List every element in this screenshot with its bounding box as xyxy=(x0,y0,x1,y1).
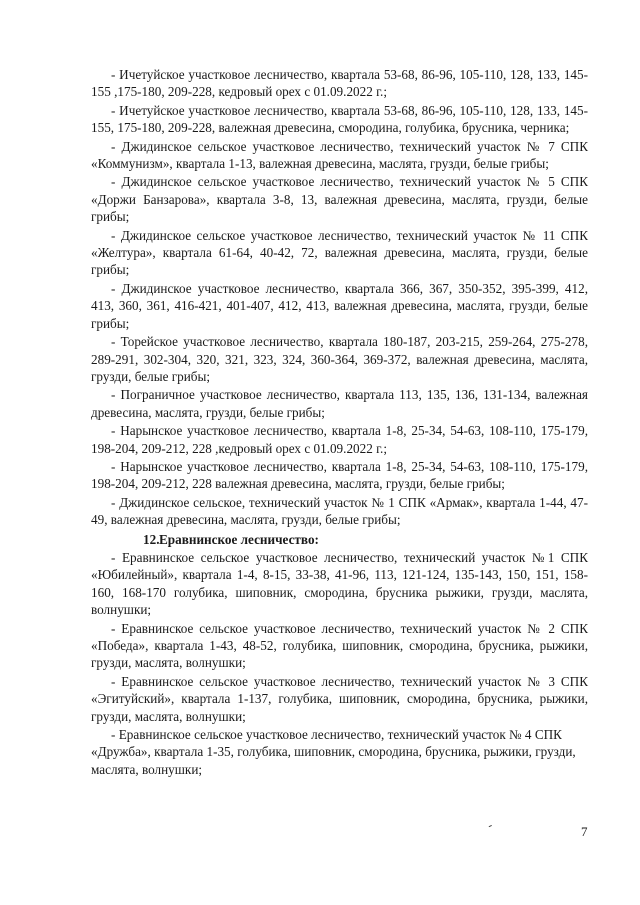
page-mark: - xyxy=(485,817,495,833)
paragraph: - Еравнинское сельское участковое лесничество, технический участок №1 СПК «Юбилейный», квартала 1-4, 8-15, 33-38, 41-96, 113, 121-124, 135-143, 150, 151, 158-160, 168-170 голубика, шиповник, смородина, брусника рыжики, грузди, маслята, волнушки; xyxy=(91,549,588,618)
paragraph: - Ичетуйское участковое лесничество, квартала 53-68, 86-96, 105-110, 128, 133, 145-155 ,175-180, 209-228, кедровый орех с 01.09.2022 г.; xyxy=(91,67,588,100)
section-heading xyxy=(91,531,588,548)
paragraph: - Джидинское сельское участковое лесничество, технический участок № 5 СПК «Доржи Банзарова», квартала 3-8, 13, валежная древесина, маслята, грузди, белые грибы; xyxy=(91,174,588,225)
section-number: 12. xyxy=(143,531,160,547)
paragraph: - Нарынское участковое лесничество, квартала 1-8, 25-34, 54-63, 108-110, 175-179, 198-204, 209-212, 228 ,кедровый орех с 01.09.2022 г.; xyxy=(91,423,588,456)
document-body xyxy=(91,66,588,779)
paragraph: - Джидинское сельское участковое лесничество, технический участок № 7 СПК «Коммунизм», квартала 1-13, валежная древесина, маслята, грузди, белые грибы; xyxy=(91,138,588,172)
section-title: Еравнинское лесничество: xyxy=(159,531,319,547)
paragraph: - Торейское участковое лесничество, квартала 180-187, 203-215, 259-264, 275-278, 289-291, 302-304, 320, 321, 323, 324, 360-364, 369-372, валежная древесина, маслята, грузди, белые грибы; xyxy=(91,334,588,384)
paragraph: - Пограничное участковое лесничество, квартала 113, 135, 136, 131-134, валежная древесина, маслята, грузди, белые грибы; xyxy=(91,387,588,420)
paragraph: - Джидинское сельское, технический участок № 1 СПК «Армак», квартала 1-44, 47-49, валежная древесина, маслята, грузди, белые грибы; xyxy=(91,494,588,528)
page-number: 7 xyxy=(581,824,588,839)
paragraph: - Джидинское участковое лесничество, квартала 366, 367, 350-352, 395-399, 412, 413, 360, 361, 416-421, 401-407, 412, 413, валежная древесина, маслята, грузди, белые грибы; xyxy=(91,280,588,331)
paragraph: - Еравнинское сельское участковое лесничество, технический участок № 3 СПК «Эгитуйский», квартала 1-137, голубика, шиповник, смородина, брусника, рыжики, грузди, маслята, волнушки; xyxy=(91,673,588,724)
paragraph: - Еравнинское сельское участковое лесничество, технический участок № 4 СПК «Дружба», квартала 1-35, голубика, шиповник, смородина, брусника, рыжики, грузди, маслята, волнушки; xyxy=(91,727,576,777)
paragraph: - Джидинское сельское участковое лесничество, технический участок № 11 СПК «Желтура», квартала 61-64, 40-42, 72, валежная древесина, маслята, грузди, белые грибы; xyxy=(91,227,588,278)
paragraph: - Еравнинское сельское участковое лесничество, технический участок № 2 СПК «Победа», квартала 1-43, 48-52, голубика, шиповник, смородина, брусника, рыжики, грузди, маслята, волнушки; xyxy=(91,620,588,671)
paragraph: - Ичетуйское участковое лесничество, квартала 53-68, 86-96, 105-110, 128, 133, 145-155, 175-180, 209-228, валежная древесина, смородина, голубика, брусника, черника; xyxy=(91,102,588,136)
paragraph: - Нарынское участковое лесничество, квартала 1-8, 25-34, 54-63, 108-110, 175-179, 198-204, 209-212, 228 валежная древесина, маслята, грузди, белые грибы; xyxy=(91,458,588,492)
